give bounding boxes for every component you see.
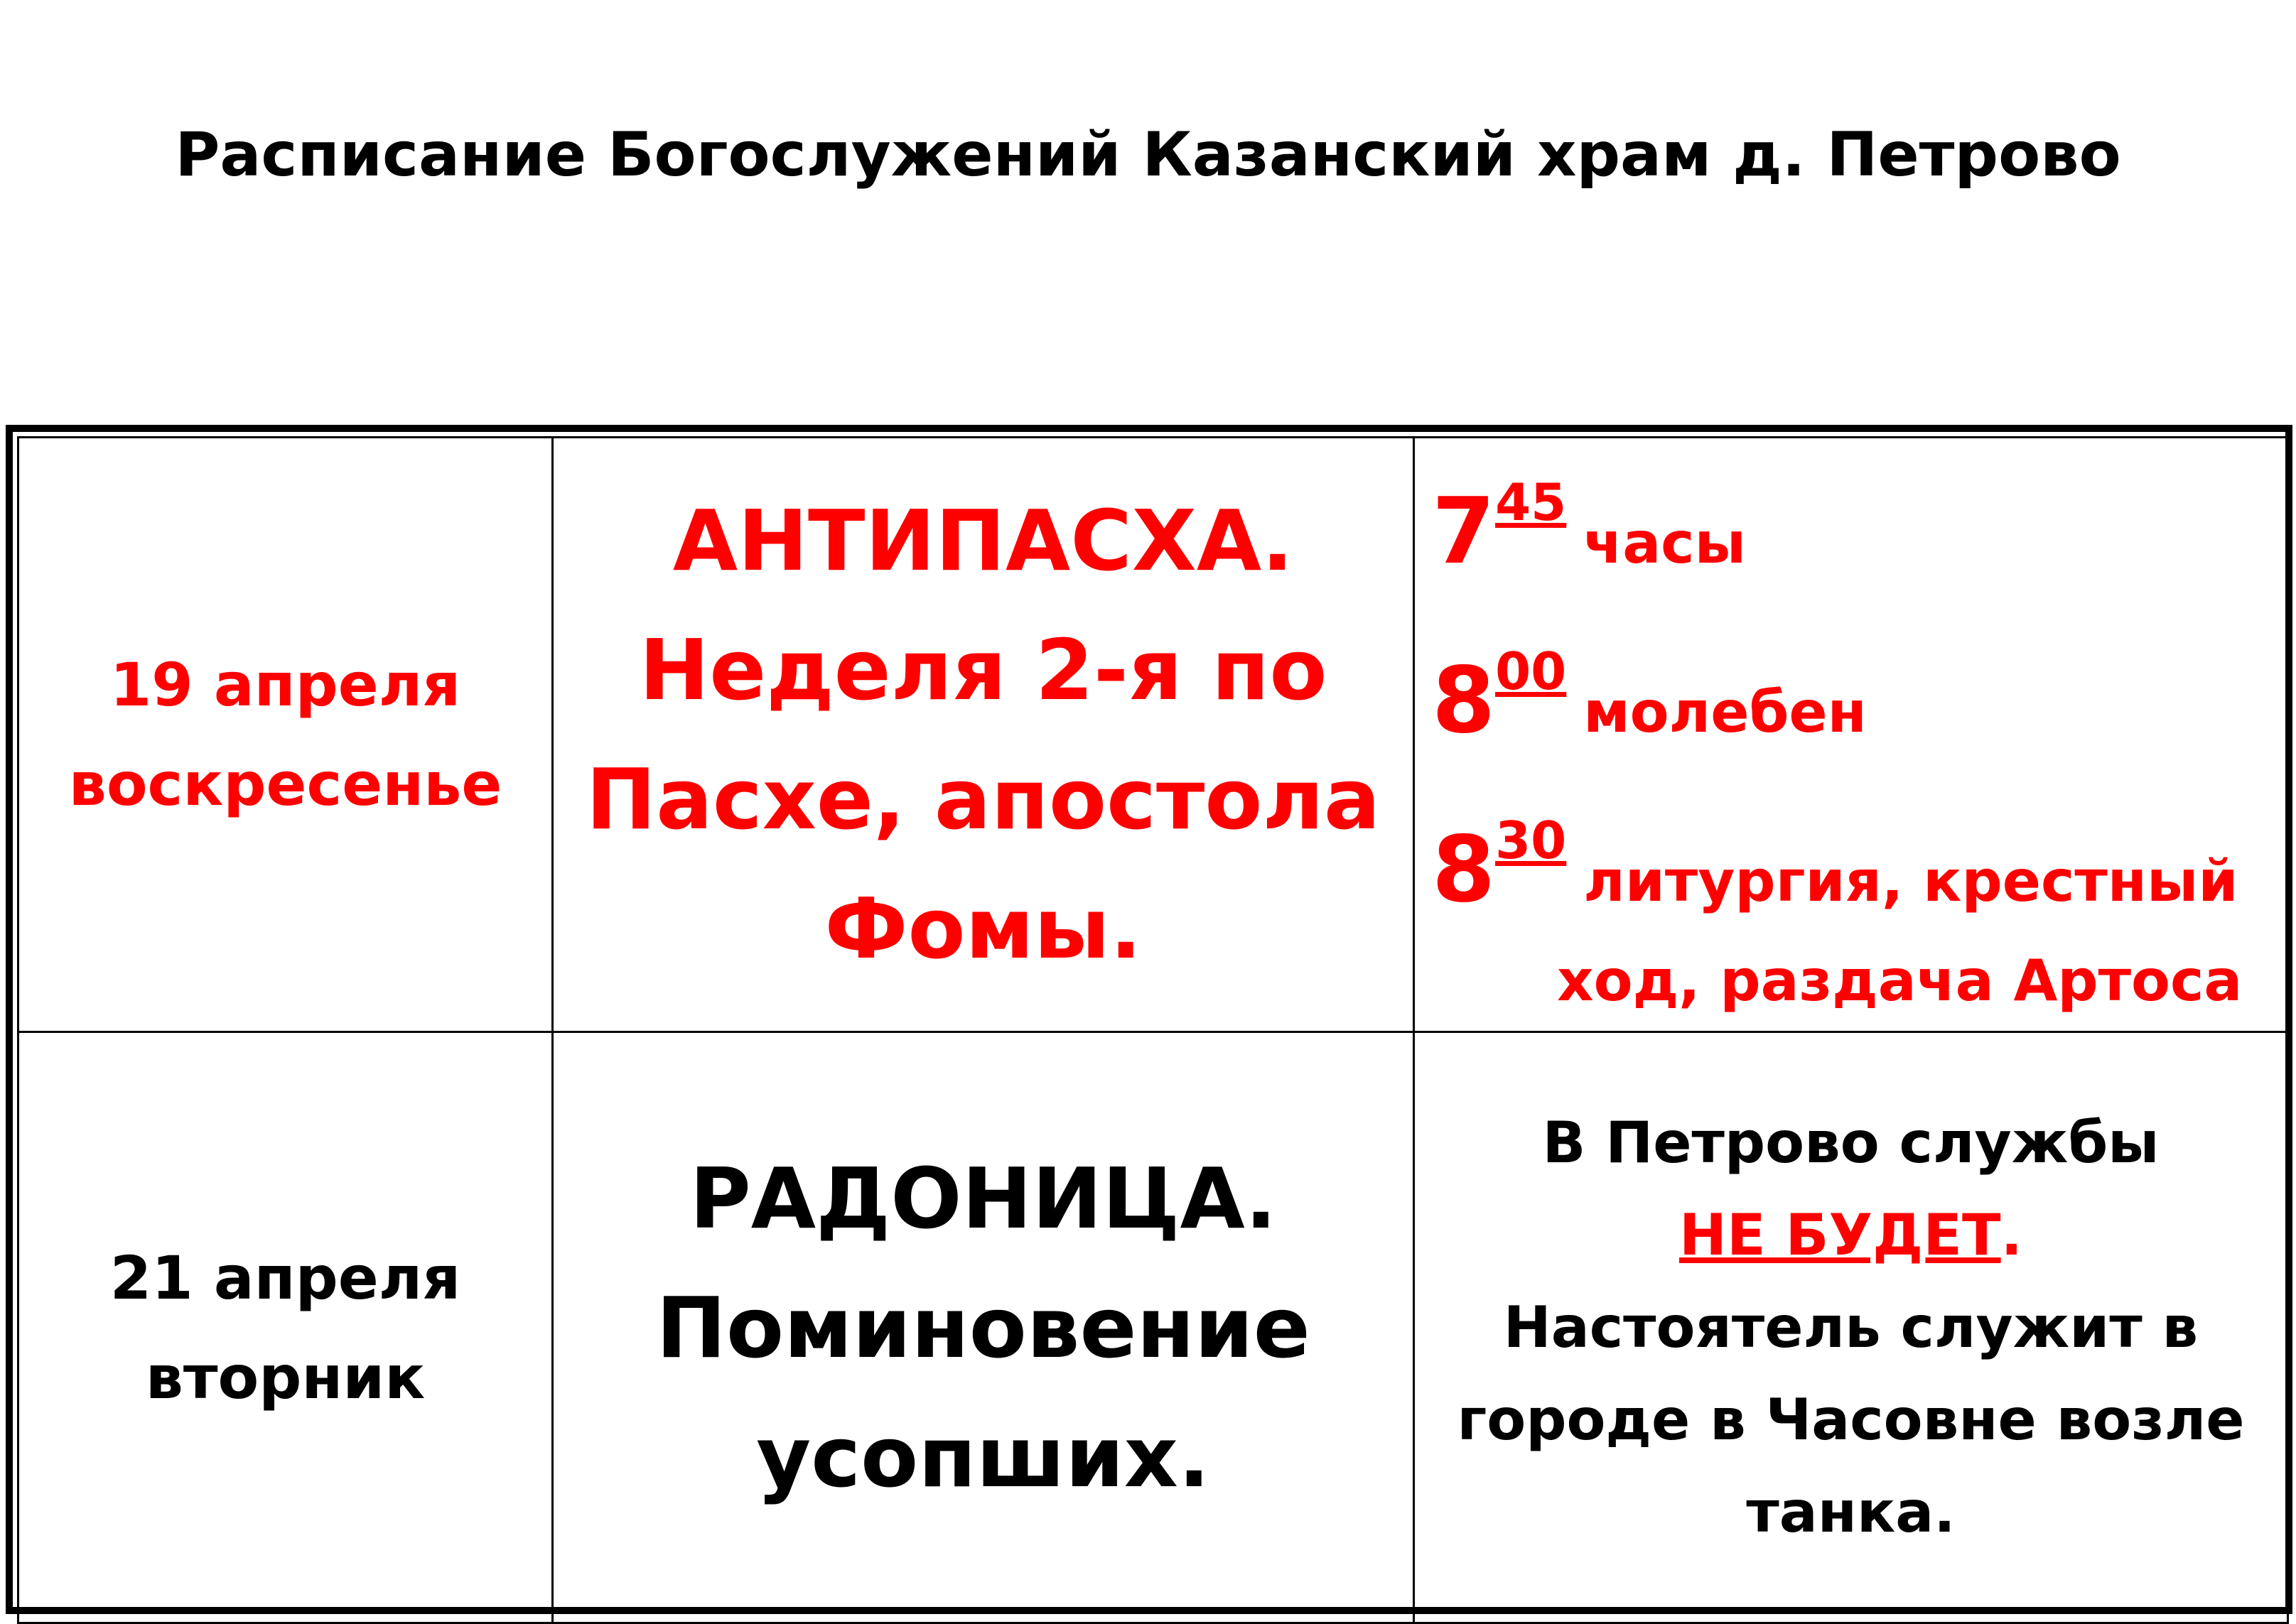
table-row [18, 438, 2288, 1032]
time-minutes: 45 [1495, 472, 1567, 532]
schedule-table [6, 425, 2292, 1614]
time-hour: 8 [1432, 817, 1496, 923]
feast-line: усопших. [756, 1407, 1210, 1506]
feast-cell [553, 438, 1414, 1032]
cancel-notice: НЕ БУДЕТ [1679, 1201, 2001, 1268]
feast-cell [553, 1032, 1414, 1623]
feast-line: АНТИПАСХА. [672, 492, 1294, 590]
time-minutes: 30 [1495, 811, 1567, 870]
feast-line: Неделя 2-я по [639, 621, 1327, 719]
date-weekday: воскресенье [68, 749, 502, 819]
date-cell [18, 1032, 553, 1623]
note-line: городе в Часовне возле [1457, 1386, 2245, 1453]
time-hour: 8 [1432, 648, 1496, 754]
service-name: часы [1583, 510, 1746, 576]
note-line: Настоятель служит в [1503, 1294, 2199, 1360]
service-name: молебен [1583, 679, 1867, 745]
service-name-cont: ход, раздача Артоса [1557, 948, 2243, 1014]
time-entry [1432, 607, 2273, 776]
note-line: В Петрово службы [1542, 1109, 2160, 1176]
times-cell [1414, 438, 2288, 1032]
note-cell [1414, 1032, 2288, 1623]
service-name: литургия, крестный [1583, 848, 2238, 914]
time-entry [1432, 776, 2273, 1031]
feast-line: Пасхе, апостола [586, 750, 1381, 848]
feast-line: Фомы. [824, 879, 1142, 978]
feast-line: РАДОНИЦА. [689, 1149, 1277, 1247]
note-line: танка. [1746, 1478, 1956, 1545]
date-day: 21 апреля [109, 1243, 461, 1313]
time-hour: 7 [1432, 479, 1496, 585]
date-cell [18, 438, 553, 1032]
time-minutes: 00 [1495, 642, 1567, 701]
time-entry [1432, 438, 2273, 607]
date-weekday: вторник [145, 1342, 426, 1412]
cancel-punct: . [2000, 1201, 2022, 1268]
date-day: 19 апреля [109, 650, 461, 720]
feast-line: Поминовение [656, 1278, 1310, 1377]
note-line [1429, 1189, 2273, 1282]
table-row [18, 1032, 2288, 1623]
page-title: Расписание Богослужений Казанский храм д. Петрово [175, 119, 2121, 190]
